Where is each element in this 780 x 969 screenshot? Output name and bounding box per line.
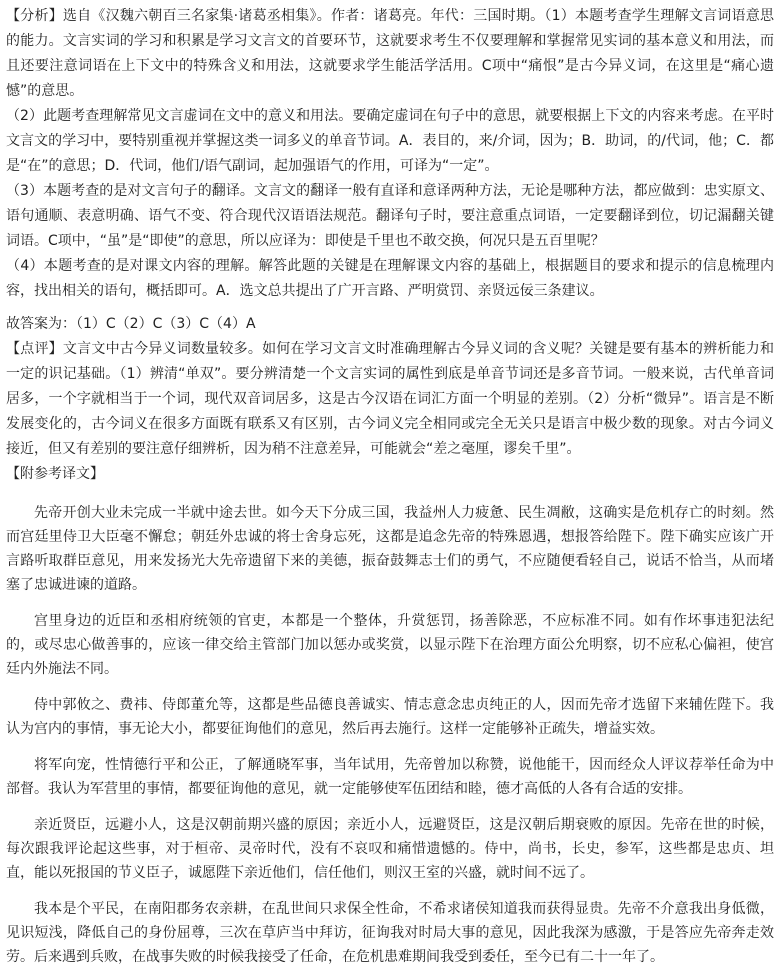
analysis-section bbox=[6, 4, 774, 304]
translation-paragraph-1: 先帝开创大业未完成一半就中途去世。如今天下分成三国，我益州人力疲惫、民生凋敝，这确实是危机存亡的时刻。然而宫廷里侍卫大臣毫不懈怠；朝廷外忠诚的将士舍身忘死，这都是追念先帝的特殊恩遇，想报答给陛下。陛下确实应该广开言路听取群臣意见，用来发扬光大先帝遗留下来的美德，振奋鼓舞志士们的勇气，不应随便看轻自己，说话不恰当，从而堵塞了忠诚进谏的道路。 bbox=[6, 505, 774, 593]
translation-paragraph-4: 将军向宠，性情德行平和公正，了解通晓军事，当年试用，先帝曾加以称赞，说他能干，因而经众人评议荐举任命为中部督。我认为军营里的事情，都要征询他的意见，就一定能够使军伍团结和睦，德才高低的人各有合适的安排。 bbox=[6, 757, 774, 797]
analysis-paragraph-2: （2）此题考查理解常见文言虚词在文中的意义和用法。要确定虚词在句子中的意思，就要根据上下文的内容来考虑。在平时文言文的学习中，要特别重视并掌握这类一词多义的单音节词。A．表目的，来/介词，因为；B．助词，的/代词，他；C．都是“在”的意思；D．代词，他们/语气副词，起加强语气的作用，可译为“一定”。 bbox=[6, 108, 774, 174]
translation-paragraph-6: 我本是个平民，在南阳郡务农亲耕，在乱世间只求保全性命，不希求诸侯知道我而获得显贵。先帝不介意我出身低微，见识短浅，降低自己的身份屈尊，三次在草庐当中拜访，征询我对时局大事的意见，因此我深为感激，于是答应先帝奔走效劳。后来遇到兵败，在战事失败的时候我接受了任命，在危机患难期间我受到委任，至今已有二十一年了。 bbox=[6, 901, 774, 965]
comment-paragraph: 【点评】文言文中古今异义词数量较多。如何在学习文言文时准确理解古今异义词的含义呢？关键是要有基本的辨析能力和一定的识记基础。（1）辨清“单双”。要分辨清楚一个文言实词的属性到底是单音节词还是多音节词。一般来说，古代单音词居多，一个字就相当于一个词，现代双音词居多，这是古今汉语在词汇方面一个明显的差别。（2）分析“微异”。语言是不断发展变化的，古今词义在很多方面既有联系又有区别，古今词义完全相同或完全无关只是语言中极少数的现象。对古今词义接近，但又有差别的要注意仔细辨析，因为稍不注意差异，可能就会“差之毫厘，谬矣千里”。 bbox=[6, 341, 774, 457]
analysis-paragraph-4: （4）本题考查的是对课文内容的理解。解答此题的关键是在理解课文内容的基础上，根据题目的要求和提示的信息梳理内容，找出相关的语句，概括即可。A．选文总共提出了广开言路、严明赏罚、亲贤远佞三条建议。 bbox=[6, 258, 774, 299]
analysis-paragraph-1: 【分析】选自《汉魏六朝百三名家集·诸葛丞相集》。作者：诸葛亮。年代：三国时期。（1）本题考查学生理解文言词语意思的能力。文言实词的学习和积累是学习文言文的首要环节，这就要求考生不仅要理解和掌握常见实词的基本意义和用法，而且还要注意词语在上下文中的特殊含义和用法，这就要求学生能活学活用。C项中“痛恨”是古今异义词，在这里是“痛心遗憾”的意思。 bbox=[6, 8, 774, 99]
translation-paragraph-3: 侍中郭攸之、费祎、侍郎董允等，这都是些品德良善诚实、情志意念忠贞纯正的人，因而先帝才选留下来辅佐陛下。我认为宫内的事情，事无论大小，都要征询他们的意见，然后再去施行。这样一定能够补正疏失，增益实效。 bbox=[6, 697, 774, 737]
analysis-paragraph-3: （3）本题考查的是对文言句子的翻译。文言文的翻译一般有直译和意译两种方法，无论是哪种方法，都应做到：忠实原文、语句通顺、表意明确、语气不变、符合现代汉语语法规范。翻译句子时，要注意重点词语，一定要翻译到位，切记漏翻关键词语。C项中，“虽”是“即使”的意思，所以应译为：即使是千里也不敢交换，何况只是五百里呢？ bbox=[6, 183, 774, 249]
translation-section bbox=[6, 487, 774, 969]
translation-paragraph-5: 亲近贤臣，远避小人，这是汉朝前期兴盛的原因；亲近小人，远避贤臣，这是汉朝后期衰败的原因。先帝在世的时候，每次跟我评论起这些事，对于桓帝、灵帝时代，没有不哀叹和痛惜遗憾的。侍中，尚书，长史，参军，这些都是忠贞、坦直，能以死报国的节义臣子，诚愿陛下亲近他们，信任他们，则汉王室的兴盛，就时间不远了。 bbox=[6, 817, 774, 881]
translation-heading: 【附参考译文】 bbox=[6, 466, 104, 482]
answer-line: 故答案为：（1）C（2）C（3）C（4）A bbox=[6, 316, 256, 332]
translation-paragraph-2: 宫里身边的近臣和丞相府统领的官吏，本都是一个整体，升赏惩罚，扬善除恶，不应标准不同。如有作坏事违犯法纪的，或尽忠心做善事的，应该一律交给主管部门加以惩办或奖赏，以显示陛下在治理方面公允明察，切不应私心偏袒，使宫廷内外施法不同。 bbox=[6, 613, 774, 677]
